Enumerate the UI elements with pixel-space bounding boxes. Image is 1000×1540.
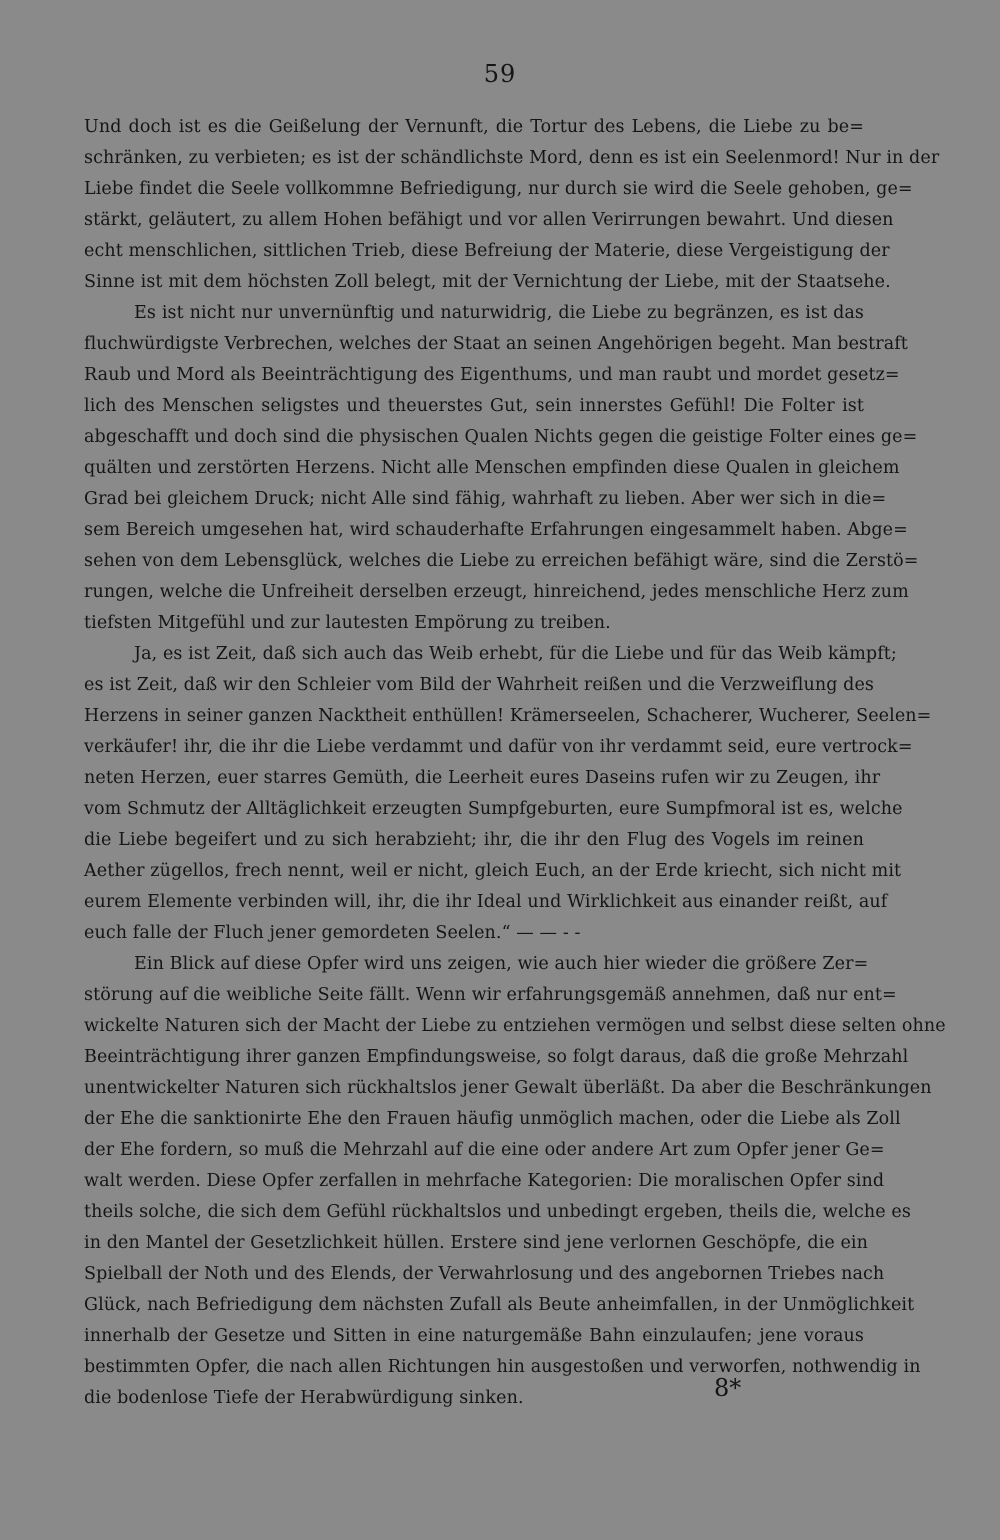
text-line: sehen von dem Lebensglück, welches die Liebe zu erreichen befähigt wäre, sind die Zerstö= bbox=[84, 551, 919, 571]
text-line: schränken, zu verbieten; es ist der schändlichste Mord, denn es ist ein Seelenmord! Nur in der bbox=[84, 148, 940, 168]
text-line: Und doch ist es die Geißelung der Vernunft, die Tortur des Lebens, die Liebe zu be= bbox=[84, 117, 864, 137]
text-line: Es ist nicht nur unvernünftig und naturwidrig, die Liebe zu begränzen, es ist das bbox=[134, 303, 864, 323]
signature-mark: 8* bbox=[714, 1374, 742, 1402]
text-line: Ein Blick auf diese Opfer wird uns zeigen, wie auch hier wieder die größere Zer= bbox=[134, 954, 869, 974]
text-line: Aether zügellos, frech nennt, weil er nicht, gleich Euch, an der Erde kriecht, sich nicht mit bbox=[84, 861, 902, 881]
text-line: walt werden. Diese Opfer zerfallen in mehrfache Kategorien: Die moralischen Opfer sind bbox=[84, 1171, 885, 1191]
text-line: störung auf die weibliche Seite fällt. Wenn wir erfahrungsgemäß annehmen, daß nur ent= bbox=[84, 985, 897, 1005]
text-line: Spielball der Noth und des Elends, der Verwahrlosung und des angebornen Triebes nach bbox=[84, 1264, 885, 1284]
text-line: es ist Zeit, daß wir den Schleier vom Bild der Wahrheit reißen und die Verzweiflung des bbox=[84, 675, 875, 695]
text-line: vom Schmutz der Alltäglichkeit erzeugten Sumpfgeburten, eure Sumpfmoral ist es, welche bbox=[84, 799, 903, 819]
text-line: sem Bereich umgesehen hat, wird schauderhafte Erfahrungen eingesammelt haben. Abge= bbox=[84, 520, 908, 540]
text-line: unentwickelter Naturen sich rückhaltslos jener Gewalt überläßt. Da aber die Beschränkungen bbox=[84, 1078, 932, 1098]
page-number: 59 bbox=[483, 60, 517, 88]
text-line: Beeinträchtigung ihrer ganzen Empfindungsweise, so folgt daraus, daß die große Mehrzahl bbox=[84, 1047, 909, 1067]
text-line: abgeschafft und doch sind die physischen Qualen Nichts gegen die geistige Folter eines ge= bbox=[84, 427, 918, 447]
text-line: wickelte Naturen sich der Macht der Liebe zu entziehen vermögen und selbst diese selten ohne bbox=[84, 1016, 946, 1036]
paragraph-3 bbox=[84, 639, 932, 949]
text-line: eurem Elemente verbinden will, ihr, die ihr Ideal und Wirklichkeit aus einander reißt, auf bbox=[84, 892, 888, 912]
paragraph-1 bbox=[84, 112, 940, 298]
paragraph-2 bbox=[84, 298, 919, 639]
text-line: der Ehe die sanktionirte Ehe den Frauen häufig unmöglich machen, oder die Liebe als Zoll bbox=[84, 1109, 901, 1129]
text-line: euch falle der Fluch jener gemordeten Seelen.“ — — - - bbox=[84, 923, 581, 943]
text-line: die Liebe begeifert und zu sich herabzieht; ihr, die ihr den Flug des Vogels im reinen bbox=[84, 830, 864, 850]
text-line: stärkt, geläutert, zu allem Hohen befähigt und vor allen Verirrungen bewahrt. Und diesen bbox=[84, 210, 894, 230]
text-line: die bodenlose Tiefe der Herabwürdigung sinken. bbox=[84, 1388, 524, 1408]
text-line: der Ehe fordern, so muß die Mehrzahl auf die eine oder andere Art zum Opfer jener Ge= bbox=[84, 1140, 885, 1160]
text-line: fluchwürdigste Verbrechen, welches der Staat an seinen Angehörigen begeht. Man bestraft bbox=[84, 334, 908, 354]
body-text bbox=[84, 112, 946, 1414]
text-line: Raub und Mord als Beeinträchtigung des Eigenthums, und man raubt und mordet gesetz= bbox=[84, 365, 900, 385]
text-line: lich des Menschen seligstes und theuerstes Gut, sein innerstes Gefühl! Die Folter ist bbox=[84, 396, 864, 416]
text-line: innerhalb der Gesetze und Sitten in eine naturgemäße Bahn einzulaufen; jene voraus bbox=[84, 1326, 864, 1346]
text-line: Grad bei gleichem Druck; nicht Alle sind fähig, wahrhaft zu lieben. Aber wer sich in die= bbox=[84, 489, 887, 509]
text-line: Herzens in seiner ganzen Nacktheit enthüllen! Krämerseelen, Schacherer, Wucherer, Seelen= bbox=[84, 706, 932, 726]
text-line: rungen, welche die Unfreiheit derselben erzeugt, hinreichend, jedes menschliche Herz zum bbox=[84, 582, 909, 602]
text-line: bestimmten Opfer, die nach allen Richtungen hin ausgestoßen und verworfen, nothwendig in bbox=[84, 1357, 921, 1377]
text-line: Ja, es ist Zeit, daß sich auch das Weib erhebt, für die Liebe und für das Weib kämpft; bbox=[134, 644, 897, 664]
text-line: Sinne ist mit dem höchsten Zoll belegt, mit der Vernichtung der Liebe, mit der Staatsehe. bbox=[84, 272, 891, 292]
text-line: theils solche, die sich dem Gefühl rückhaltslos und unbedingt ergeben, theils die, welche es bbox=[84, 1202, 911, 1222]
text-line: in den Mantel der Gesetzlichkeit hüllen. Erstere sind jene verlornen Geschöpfe, die ein bbox=[84, 1233, 868, 1253]
text-line: Glück, nach Befriedigung dem nächsten Zufall als Beute anheimfallen, in der Unmöglichkeit bbox=[84, 1295, 915, 1315]
paragraph-4 bbox=[84, 949, 946, 1414]
text-line: neten Herzen, euer starres Gemüth, die Leerheit eures Daseins rufen wir zu Zeugen, ihr bbox=[84, 768, 881, 788]
text-line: verkäufer! ihr, die ihr die Liebe verdammt und dafür von ihr verdammt seid, eure vertrock= bbox=[84, 737, 913, 757]
text-line: Liebe findet die Seele vollkommne Befriedigung, nur durch sie wird die Seele gehoben, ge= bbox=[84, 179, 913, 199]
text-line: echt menschlichen, sittlichen Trieb, diese Befreiung der Materie, diese Vergeistigung der bbox=[84, 241, 890, 261]
text-line: quälten und zerstörten Herzens. Nicht alle Menschen empfinden diese Qualen in gleichem bbox=[84, 458, 900, 478]
text-line: tiefsten Mitgefühl und zur lautesten Empörung zu treiben. bbox=[84, 613, 611, 633]
